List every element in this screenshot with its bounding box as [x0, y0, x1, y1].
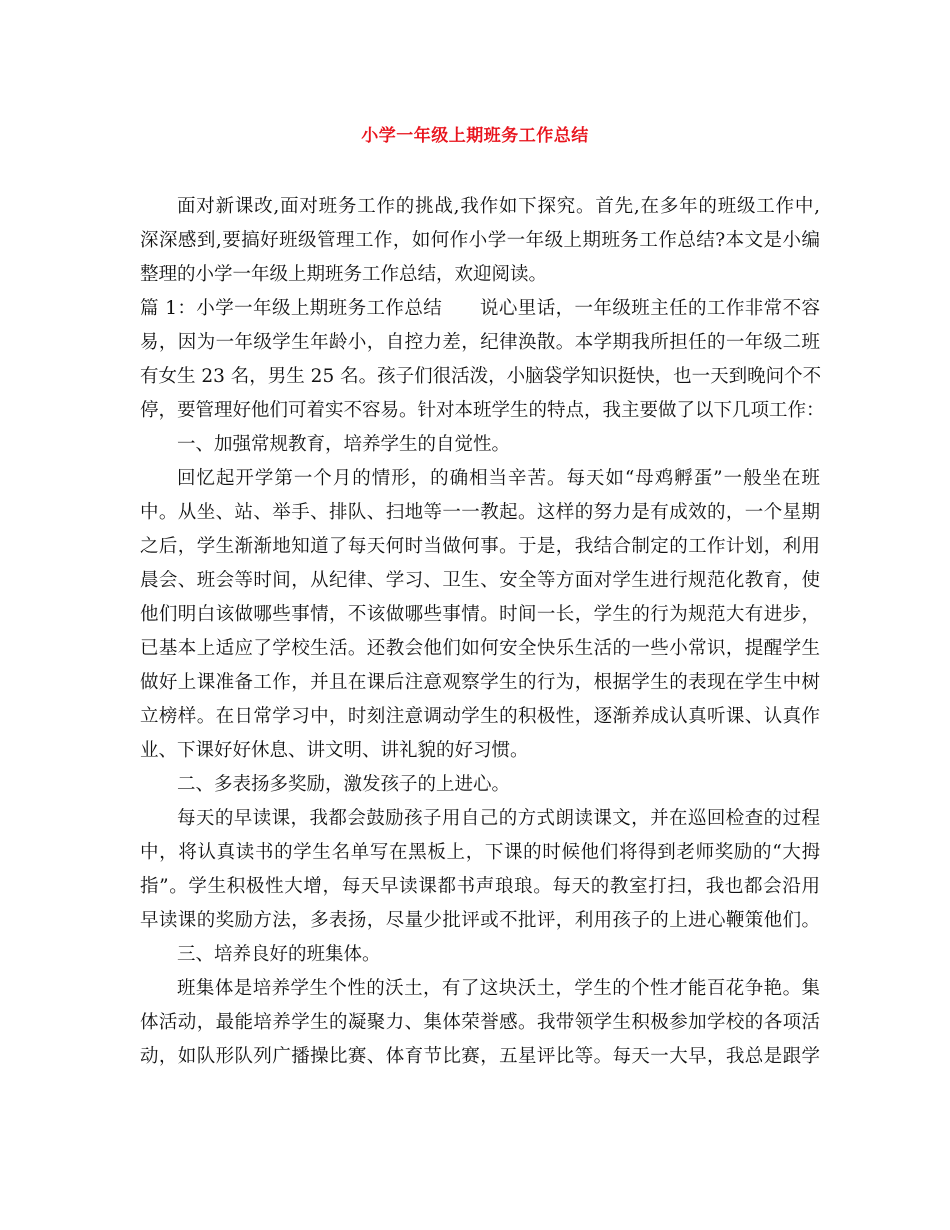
text-line: 班集体是培养学生个性的沃土，有了这块沃土，学生的个性才能百花争艳。集	[177, 978, 820, 999]
text-line: 他们明白该做哪些事情，不该做哪些事情。时间一长，学生的行为规范大有进步，	[140, 604, 820, 625]
text-line: 回忆起开学第一个月的情形，的确相当辛苦。每天如“母鸡孵蛋”一般坐在班	[177, 468, 820, 489]
text-line: 中，将认真读书的学生名单写在黑板上，下课的时候他们将得到老师奖励的“大拇	[140, 842, 820, 863]
text-line: 晨会、班会等时间，从纪律、学习、卫生、安全等方面对学生进行规范化教育，使	[140, 570, 820, 591]
text-line: 体活动，最能培养学生的凝聚力、集体荣誉感。我带领学生积极参加学校的各项活	[140, 1012, 820, 1033]
text-line: 三、培养良好的班集体。	[177, 944, 381, 965]
text-line: 之后，学生渐渐地知道了每天何时当做何事。于是，我结合制定的工作计划，利用	[140, 536, 820, 557]
text-line: 篇 1：小学一年级上期班务工作总结 说心里话，一年级班主任的工作非常不容	[140, 298, 820, 319]
text-line: 指”。学生积极性大增，每天早读课都书声琅琅。每天的教室打扫，我也都会沿用	[140, 876, 820, 897]
text-line: 面对新课改,面对班务工作的挑战,我作如下探究。首先,在多年的班级工作中,	[177, 196, 820, 217]
text-line: 做好上课准备工作，并且在课后注意观察学生的行为，根据学生的表现在学生中树	[140, 672, 820, 693]
text-line: 已基本上适应了学校生活。还教会他们如何安全快乐生活的一些小常识，提醒学生	[140, 638, 820, 659]
text-line: 业、下课好好休息、讲文明、讲礼貌的好习惯。	[140, 740, 529, 761]
text-line: 中。从坐、站、举手、排队、扫地等一一教起。这样的努力是有成效的，一个星期	[140, 502, 820, 523]
text-line: 停，要管理好他们可着实不容易。针对本班学生的特点，我主要做了以下几项工作：	[140, 400, 825, 421]
text-line: 二、多表扬多奖励，激发孩子的上进心。	[177, 774, 511, 795]
text-line: 立榜样。在日常学习中，时刻注意调动学生的积极性，逐渐养成认真听课、认真作	[140, 706, 820, 727]
document-title: 小学一年级上期班务工作总结	[361, 126, 589, 146]
text-line: 有女生 23 名，男生 25 名。孩子们很活泼，小脑袋学知识挺快，也一天到晚问个不	[140, 366, 822, 387]
text-line: 整理的小学一年级上期班务工作总结，欢迎阅读。	[140, 264, 548, 285]
text-line: 易，因为一年级学生年龄小，自控力差，纪律涣散。本学期我所担任的一年级二班	[140, 332, 820, 353]
document-body	[140, 190, 825, 1074]
text-line: 动，如队形队列广播操比赛、体育节比赛，五星评比等。每天一大早，我总是跟学	[140, 1046, 820, 1067]
text-line: 一、加强常规教育，培养学生的自觉性。	[177, 434, 511, 455]
text-line: 每天的早读课，我都会鼓励孩子用自己的方式朗读课文，并在巡回检查的过程	[177, 808, 820, 829]
text-line: 早读课的奖励方法，多表扬，尽量少批评或不批评，利用孩子的上进心鞭策他们。	[140, 910, 820, 931]
text-line: 深深感到,要搞好班级管理工作，如何作小学一年级上期班务工作总结?本文是小编	[140, 230, 820, 251]
